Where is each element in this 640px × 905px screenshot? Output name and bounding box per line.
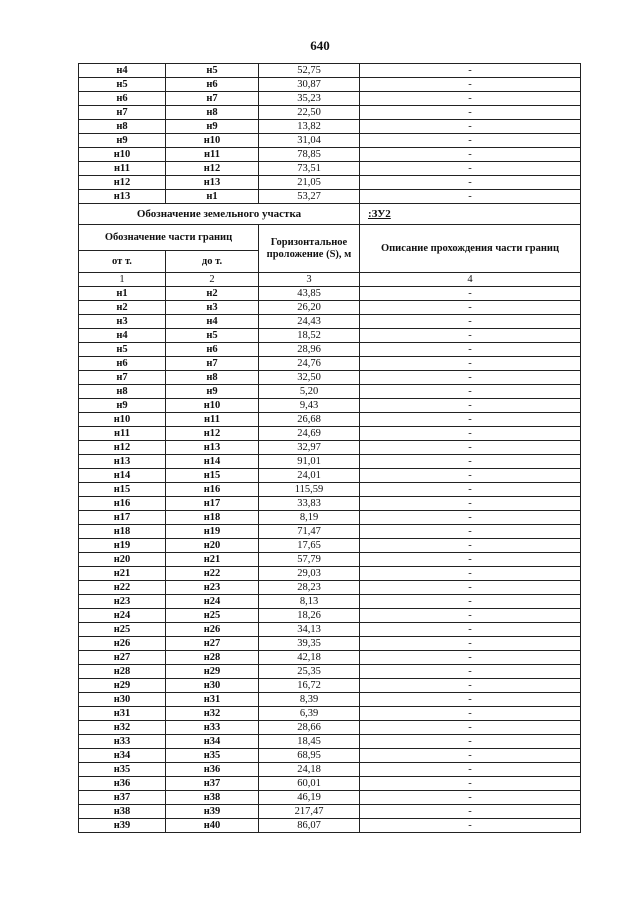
cell-distance: 29,03	[259, 567, 360, 581]
cell-from-point: н1	[79, 287, 166, 301]
cell-from-point: н32	[79, 721, 166, 735]
table-row	[79, 78, 581, 92]
cell-distance: 28,23	[259, 581, 360, 595]
cell-to-point: н6	[166, 343, 259, 357]
cell-distance: 32,97	[259, 441, 360, 455]
cell-description: -	[360, 651, 581, 665]
cell-description: -	[360, 567, 581, 581]
cell-description: -	[360, 483, 581, 497]
cell-to-point: н12	[166, 162, 259, 176]
cell-to-point: н9	[166, 385, 259, 399]
table-row	[79, 483, 581, 497]
cell-description: -	[360, 315, 581, 329]
cell-distance: 39,35	[259, 637, 360, 651]
table-row	[79, 567, 581, 581]
table-row	[79, 92, 581, 106]
cell-distance: 24,76	[259, 357, 360, 371]
cell-from-point: н6	[79, 92, 166, 106]
cell-to-point: н38	[166, 791, 259, 805]
table-row	[79, 315, 581, 329]
cell-description: -	[360, 721, 581, 735]
cell-to-point: н39	[166, 805, 259, 819]
cell-to-point: н7	[166, 357, 259, 371]
cell-from-point: н37	[79, 791, 166, 805]
cell-distance: 57,79	[259, 553, 360, 567]
cell-description: -	[360, 78, 581, 92]
cell-description: -	[360, 679, 581, 693]
cell-description: -	[360, 609, 581, 623]
cell-from-point: н26	[79, 637, 166, 651]
cell-to-point: н26	[166, 623, 259, 637]
cell-distance: 9,43	[259, 399, 360, 413]
cell-distance: 8,13	[259, 595, 360, 609]
boundary-table-rows	[79, 287, 581, 833]
cell-from-point: н2	[79, 301, 166, 315]
cell-distance: 22,50	[259, 106, 360, 120]
cell-to-point: н23	[166, 581, 259, 595]
cell-description: -	[360, 413, 581, 427]
cell-description: -	[360, 791, 581, 805]
cell-from-point: н8	[79, 120, 166, 134]
cell-distance: 8,19	[259, 511, 360, 525]
boundary-table	[78, 63, 581, 833]
cell-from-point: н3	[79, 315, 166, 329]
table-row	[79, 777, 581, 791]
cell-to-point: н22	[166, 567, 259, 581]
table-row	[79, 385, 581, 399]
cell-to-point: н13	[166, 441, 259, 455]
cell-description: -	[360, 148, 581, 162]
cell-from-point: н34	[79, 749, 166, 763]
cell-from-point: н9	[79, 399, 166, 413]
cell-to-point: н24	[166, 595, 259, 609]
cell-distance: 18,52	[259, 329, 360, 343]
cell-description: -	[360, 441, 581, 455]
cell-distance: 73,51	[259, 162, 360, 176]
cell-distance: 46,19	[259, 791, 360, 805]
cell-from-point: н17	[79, 511, 166, 525]
cell-distance: 60,01	[259, 777, 360, 791]
table-row	[79, 162, 581, 176]
cell-to-point: н37	[166, 777, 259, 791]
table-row	[79, 357, 581, 371]
cell-description: -	[360, 134, 581, 148]
cell-to-point: н7	[166, 92, 259, 106]
table-row	[79, 134, 581, 148]
table-row	[79, 581, 581, 595]
cell-distance: 71,47	[259, 525, 360, 539]
cell-from-point: н28	[79, 665, 166, 679]
table-row	[79, 819, 581, 833]
cell-distance: 16,72	[259, 679, 360, 693]
table-row	[79, 287, 581, 301]
header-from: от т.	[79, 251, 166, 273]
table-row	[79, 693, 581, 707]
cell-to-point: н6	[166, 78, 259, 92]
cell-from-point: н39	[79, 819, 166, 833]
cell-description: -	[360, 805, 581, 819]
cell-from-point: н14	[79, 469, 166, 483]
table-row	[79, 707, 581, 721]
cell-to-point: н5	[166, 64, 259, 78]
header-row-1	[79, 225, 581, 251]
cell-to-point: н13	[166, 176, 259, 190]
cell-distance: 21,05	[259, 176, 360, 190]
cell-from-point: н27	[79, 651, 166, 665]
table-row	[79, 329, 581, 343]
cell-to-point: н30	[166, 679, 259, 693]
table-row	[79, 511, 581, 525]
cell-from-point: н4	[79, 329, 166, 343]
cell-to-point: н15	[166, 469, 259, 483]
table-row	[79, 148, 581, 162]
cell-to-point: н14	[166, 455, 259, 469]
table-row	[79, 553, 581, 567]
cell-description: -	[360, 120, 581, 134]
cell-distance: 33,83	[259, 497, 360, 511]
cell-description: -	[360, 385, 581, 399]
cell-distance: 53,27	[259, 190, 360, 204]
cell-distance: 31,04	[259, 134, 360, 148]
page-number: 640	[310, 38, 330, 53]
cell-to-point: н10	[166, 134, 259, 148]
cell-distance: 24,18	[259, 763, 360, 777]
cell-distance: 17,65	[259, 539, 360, 553]
table-row	[79, 637, 581, 651]
cell-description: -	[360, 623, 581, 637]
cell-distance: 24,69	[259, 427, 360, 441]
cell-description: -	[360, 819, 581, 833]
column-number-1: 1	[79, 273, 166, 287]
cell-description: -	[360, 595, 581, 609]
cell-from-point: н16	[79, 497, 166, 511]
cell-from-point: н7	[79, 106, 166, 120]
cell-to-point: н10	[166, 399, 259, 413]
cell-description: -	[360, 749, 581, 763]
cell-description: -	[360, 399, 581, 413]
table-row	[79, 595, 581, 609]
plot-title-row	[79, 204, 581, 225]
table-row	[79, 735, 581, 749]
cell-description: -	[360, 371, 581, 385]
cell-to-point: н12	[166, 427, 259, 441]
cell-description: -	[360, 92, 581, 106]
cell-from-point: н23	[79, 595, 166, 609]
table-row	[79, 455, 581, 469]
cell-distance: 43,85	[259, 287, 360, 301]
table-row	[79, 763, 581, 777]
cell-from-point: н19	[79, 539, 166, 553]
cell-to-point: н29	[166, 665, 259, 679]
cell-distance: 68,95	[259, 749, 360, 763]
cell-description: -	[360, 106, 581, 120]
cell-from-point: н35	[79, 763, 166, 777]
cell-from-point: н13	[79, 190, 166, 204]
cell-description: -	[360, 735, 581, 749]
cell-from-point: н24	[79, 609, 166, 623]
table-row	[79, 176, 581, 190]
table-row	[79, 343, 581, 357]
cell-from-point: н7	[79, 371, 166, 385]
cell-distance: 24,43	[259, 315, 360, 329]
table-row	[79, 609, 581, 623]
cell-to-point: н11	[166, 148, 259, 162]
table-row	[79, 791, 581, 805]
cell-from-point: н12	[79, 176, 166, 190]
cell-from-point: н21	[79, 567, 166, 581]
cell-from-point: н18	[79, 525, 166, 539]
cell-description: -	[360, 343, 581, 357]
cell-description: -	[360, 455, 581, 469]
cell-distance: 13,82	[259, 120, 360, 134]
cell-from-point: н6	[79, 357, 166, 371]
cell-to-point: н31	[166, 693, 259, 707]
cell-to-point: н2	[166, 287, 259, 301]
cell-distance: 8,39	[259, 693, 360, 707]
cell-description: -	[360, 665, 581, 679]
table-row	[79, 525, 581, 539]
cell-to-point: н4	[166, 315, 259, 329]
cell-description: -	[360, 301, 581, 315]
table-row	[79, 805, 581, 819]
cell-from-point: н10	[79, 413, 166, 427]
table-row	[79, 106, 581, 120]
table-row	[79, 120, 581, 134]
cell-distance: 42,18	[259, 651, 360, 665]
table-row	[79, 64, 581, 78]
table-row	[79, 427, 581, 441]
cell-distance: 26,68	[259, 413, 360, 427]
cell-from-point: н25	[79, 623, 166, 637]
cell-distance: 28,66	[259, 721, 360, 735]
table-row	[79, 539, 581, 553]
cell-from-point: н5	[79, 78, 166, 92]
cell-from-point: н22	[79, 581, 166, 595]
cell-from-point: н38	[79, 805, 166, 819]
cell-description: -	[360, 693, 581, 707]
cell-description: -	[360, 64, 581, 78]
cell-distance: 26,20	[259, 301, 360, 315]
column-number-3: 3	[259, 273, 360, 287]
cell-distance: 5,20	[259, 385, 360, 399]
cell-description: -	[360, 581, 581, 595]
table-row	[79, 651, 581, 665]
cell-to-point: н19	[166, 525, 259, 539]
table-row	[79, 721, 581, 735]
cell-distance: 217,47	[259, 805, 360, 819]
cell-from-point: н15	[79, 483, 166, 497]
cell-to-point: н3	[166, 301, 259, 315]
boundary-table-top-rows	[79, 64, 581, 204]
cell-description: -	[360, 329, 581, 343]
cell-distance: 24,01	[259, 469, 360, 483]
table-row	[79, 623, 581, 637]
cell-to-point: н34	[166, 735, 259, 749]
cell-distance: 6,39	[259, 707, 360, 721]
cell-from-point: н31	[79, 707, 166, 721]
cell-from-point: н13	[79, 455, 166, 469]
cell-from-point: н11	[79, 162, 166, 176]
cell-from-point: н8	[79, 385, 166, 399]
cell-to-point: н18	[166, 511, 259, 525]
cell-distance: 52,75	[259, 64, 360, 78]
cell-description: -	[360, 357, 581, 371]
cell-distance: 91,01	[259, 455, 360, 469]
cell-to-point: н1	[166, 190, 259, 204]
header-parts: Обозначение части границ	[79, 225, 259, 251]
table-row	[79, 749, 581, 763]
table-row	[79, 441, 581, 455]
cell-to-point: н35	[166, 749, 259, 763]
table-row	[79, 665, 581, 679]
cell-to-point: н20	[166, 539, 259, 553]
cell-description: -	[360, 469, 581, 483]
cell-description: -	[360, 287, 581, 301]
table-row	[79, 190, 581, 204]
cell-description: -	[360, 511, 581, 525]
table-row	[79, 371, 581, 385]
cell-description: -	[360, 637, 581, 651]
cell-to-point: н21	[166, 553, 259, 567]
table-row	[79, 413, 581, 427]
cell-to-point: н28	[166, 651, 259, 665]
cell-description: -	[360, 539, 581, 553]
cell-distance: 32,50	[259, 371, 360, 385]
table-row	[79, 399, 581, 413]
cell-distance: 25,35	[259, 665, 360, 679]
cell-distance: 18,45	[259, 735, 360, 749]
header-to: до т.	[166, 251, 259, 273]
cell-to-point: н33	[166, 721, 259, 735]
cell-to-point: н5	[166, 329, 259, 343]
column-number-2: 2	[166, 273, 259, 287]
cell-to-point: н40	[166, 819, 259, 833]
cell-distance: 115,59	[259, 483, 360, 497]
cell-from-point: н4	[79, 64, 166, 78]
table-row	[79, 469, 581, 483]
cell-from-point: н10	[79, 148, 166, 162]
cell-description: -	[360, 777, 581, 791]
cell-description: -	[360, 525, 581, 539]
cell-distance: 86,07	[259, 819, 360, 833]
cell-description: -	[360, 427, 581, 441]
cell-distance: 28,96	[259, 343, 360, 357]
cell-description: -	[360, 176, 581, 190]
cell-to-point: н11	[166, 413, 259, 427]
cell-to-point: н16	[166, 483, 259, 497]
cell-to-point: н17	[166, 497, 259, 511]
cell-distance: 18,26	[259, 609, 360, 623]
cell-from-point: н36	[79, 777, 166, 791]
cell-distance: 30,87	[259, 78, 360, 92]
cell-to-point: н8	[166, 371, 259, 385]
cell-to-point: н8	[166, 106, 259, 120]
plot-id: :ЗУ2	[360, 204, 581, 225]
cell-description: -	[360, 190, 581, 204]
cell-description: -	[360, 497, 581, 511]
cell-from-point: н33	[79, 735, 166, 749]
cell-from-point: н29	[79, 679, 166, 693]
cell-from-point: н11	[79, 427, 166, 441]
column-number-row	[79, 273, 581, 287]
plot-header	[79, 204, 581, 287]
cell-from-point: н30	[79, 693, 166, 707]
cell-distance: 35,23	[259, 92, 360, 106]
cell-to-point: н25	[166, 609, 259, 623]
cell-from-point: н9	[79, 134, 166, 148]
header-description: Описание прохождения части границ	[360, 225, 581, 273]
cell-to-point: н9	[166, 120, 259, 134]
table-row	[79, 497, 581, 511]
cell-to-point: н27	[166, 637, 259, 651]
column-number-4: 4	[360, 273, 581, 287]
cell-description: -	[360, 707, 581, 721]
plot-title: Обозначение земельного участка	[79, 204, 360, 225]
cell-distance: 78,85	[259, 148, 360, 162]
cell-distance: 34,13	[259, 623, 360, 637]
cell-from-point: н12	[79, 441, 166, 455]
header-horizontal: Горизонтальное проложение (S), м	[259, 225, 360, 273]
cell-description: -	[360, 763, 581, 777]
cell-description: -	[360, 553, 581, 567]
cell-to-point: н36	[166, 763, 259, 777]
cell-description: -	[360, 162, 581, 176]
cell-from-point: н5	[79, 343, 166, 357]
cell-to-point: н32	[166, 707, 259, 721]
table-row	[79, 301, 581, 315]
cell-from-point: н20	[79, 553, 166, 567]
table-row	[79, 679, 581, 693]
